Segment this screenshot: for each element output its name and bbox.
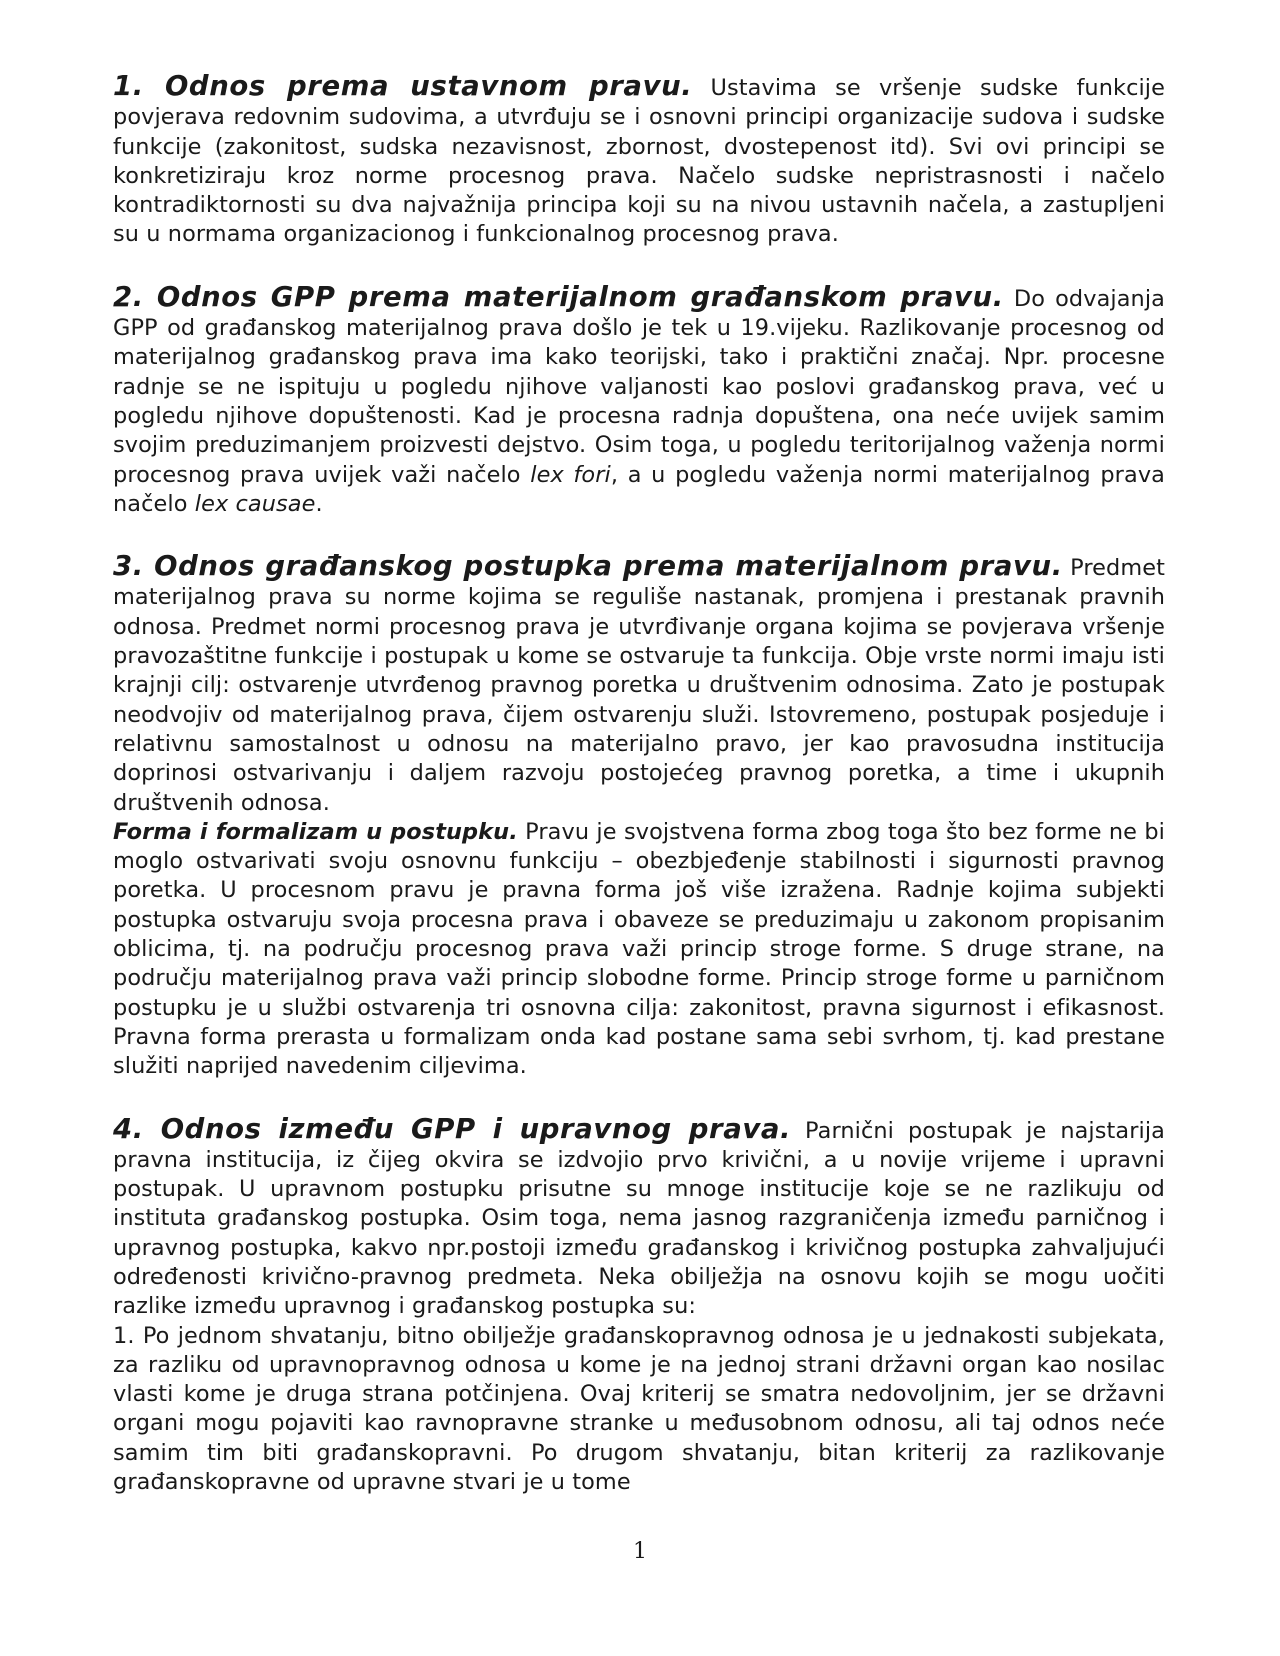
section-3-body: Predmet materijalnog prava su norme kojima se reguliše nastanak, promjena i prestanak pravnih odnosa. Predmet normi procesnog prava je utvrđivanje organa kojima se povjerava vršenje pravozaštitne funkcije i postupak u kome se ostvaruje ta funkcija. Obje vrste normi imaju isti krajnji cilj: ostvarenje utvrđenog pravnog poretka u društvenim odnosima. Zato je postupak neodvojiv od materijalnog prava, čijem ostvarenju služi. Istovremeno, postupak posjeduje i relativnu samostalnost u odnosu na materijalno pravo, jer kao pravosudna institucija doprinosi ostvarivanju i daljem razvoju postojećeg pravnog poretka, a time i ukupnih društvenih odnosa. [113,555,1165,816]
section-2-body: Do odvajanja GPP od građanskog materijalnog prava došlo je tek u 19.vijeku. Razlikovanje procesnog od materijalnog građanskog prava ima kako teorijski, tako i praktični značaj. Npr. procesne radnje se ne ispituju u pogledu njihove valjanosti kao poslovi građanskog prava, već u pogledu njihove dopuštenosti. Kad je procesna radnja dopuštena, ona neće uvijek samim svojim preduzimanjem proizvesti dejstvo. Osim toga, u pogledu teritorijalnog važenja normi procesnog prava uvijek važi načelo [113,285,1165,488]
section-1-body: Ustavima se vršenje sudske funkcije povjerava redovnim sudovima, a utvrđuju se i osnovni principi organizacije sudova i sudske funkcije (zakonitost, sudska nezavisnost, zbornost, dvostepenost itd). Svi ovi principi se konkretiziraju kroz norme procesnog prava. Načelo sudske nepristrasnosti i načelo kontradiktornosti su dva najvažnija principa koji su na nivou ustavnih načela, a zastupljeni su u normama organizacionog i funkcionalnog procesnog prava. [113,75,1165,248]
section-3-subsection [113,818,1165,1082]
term-lex-fori: lex fori [530,461,611,488]
section-4-body: Parnični postupak je najstarija pravna institucija, iz čijeg okvira se izdvojio prvo krivični, a u novije vrijeme i upravni postupak. U upravnom postupku prisutne su mnoge institucije koje se ne razlikuju od instituta građanskog postupka. Osim toga, nema jasnog razgraničenja između parničnog i upravnog postupka, kakvo npr.postoji između građanskog i krivičnog postupka zahvaljujući određenosti krivično-pravnog predmeta. Neka obilježja na osnovu kojih se mogu uočiti razlike između upravnog i građanskog postupka su: [113,1117,1165,1320]
section-4-list-item: 1. Po jednom shvatanju, bitno obilježje građanskopravnog odnosa je u jednakosti subjekata, za razliku od upravnopravnog odnosa u kome je na jednoj strani državni organ kao nosilac vlasti kome je druga strana potčinjena. Ovaj kriterij se smatra nedovoljnim, jer se državni organi mogu pojaviti kao ravnopravne stranke u međusobnom odnosu, ali taj odnos neće samim tim biti građanskopravni. Po drugom shvatanju, bitan kriterij za razlikovanje građanskopravne od upravne stvari je u tome [113,1322,1165,1496]
section-1 [113,72,1165,250]
section-2 [113,280,1165,519]
page-number: 1 [633,1539,647,1564]
section-3-sub-body: Pravu je svojstvena forma zbog toga što bez forme ne bi moglo ostvarivati svoju osnovnu funkciju – obezbjeđenje stabilnosti i sigurnosti pravnog poretka. U procesnom pravu je pravna forma još više izražena. Radnje kojima subjekti postupka ostvaruju svoja procesna prava i obaveze se preduzimaju u zakonom propisanim oblicima, tj. na području procesnog prava važi princip stroge forme. S druge strane, na području materijalnog prava važi princip slobodne forme. Princip stroge forme u parničnom postupku je u službi ostvarenja tri osnovna cilja: zakonitost, pravna sigurnost i efikasnost. Pravna forma prerasta u formalizam onda kad postane sama sebi svrhom, tj. kad prestane služiti naprijed navedenim ciljevima. [113,818,1166,1080]
section-3-subheading: Forma i formalizam u postupku. [113,818,518,845]
section-1-heading: 1. Odnos prema ustavnom pravu. [113,70,693,102]
term-lex-causae: lex causae [194,490,316,517]
section-4 [113,1112,1165,1322]
section-2-heading: 2. Odnos GPP prema materijalnom građanskom pravu. [113,280,1004,313]
paragraph-gap [113,250,1165,283]
section-4-heading: 4. Odnos između GPP i upravnog prava. [113,1112,792,1145]
section-3 [113,552,1165,818]
paragraph-gap [113,519,1165,552]
section-2-body-cont: , a u pogledu važenja normi materijalnog prava načelo [113,461,1165,517]
section-2-body-end: . [315,490,323,517]
section-3-heading: 3. Odnos građanskog postupka prema materijalnom pravu. [113,550,1063,583]
document-page [113,72,1165,1497]
paragraph-gap [113,1082,1165,1115]
